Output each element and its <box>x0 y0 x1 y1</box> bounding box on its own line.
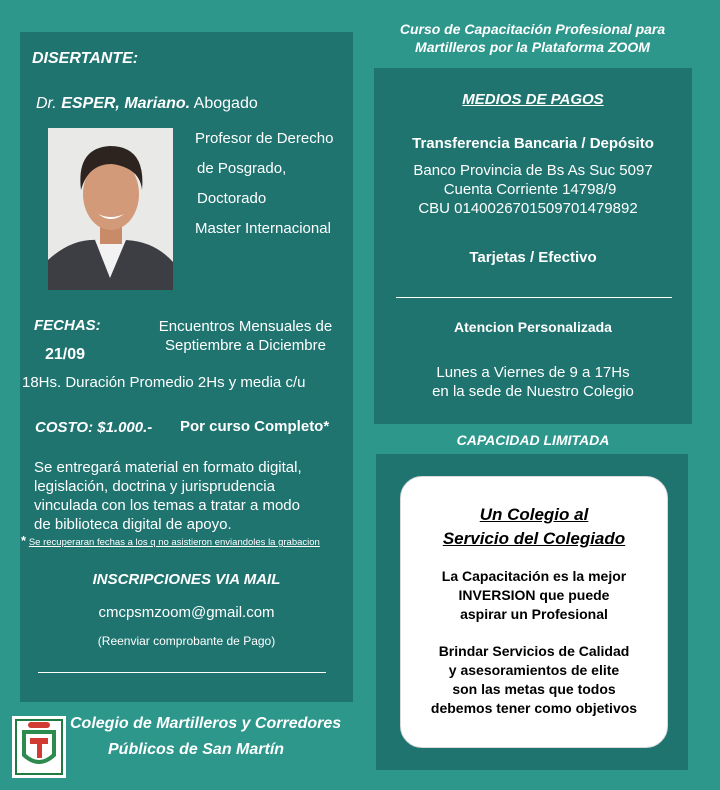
course-title-line: Martilleros por la Plataforma ZOOM <box>415 39 650 55</box>
encounters-line: Encuentros Mensuales de <box>158 318 333 335</box>
left-divider <box>38 672 326 673</box>
credential-line: Profesor de Derecho <box>195 130 334 147</box>
capacity-banner: CAPACIDAD LIMITADA <box>456 432 610 448</box>
bank-name: Banco Provincia de Bs As Suc 5097 <box>413 162 653 179</box>
attention-title: Atencion Personalizada <box>454 319 612 335</box>
office-hours-line: Lunes a Viernes de 9 a 17Hs <box>436 364 630 381</box>
encounters-text <box>148 317 343 355</box>
payments-divider <box>396 297 672 298</box>
footnote <box>21 533 320 548</box>
speaker-photo <box>48 128 173 290</box>
inscriptions-note: (Reenviar comprobante de Pago) <box>97 634 276 648</box>
course-title <box>370 20 695 56</box>
course-title-line: Curso de Capacitación Profesional para <box>399 21 666 37</box>
cost-detail: Por curso Completo* <box>180 418 330 435</box>
dates-label: FECHAS: <box>34 317 101 334</box>
materials-text <box>34 458 302 534</box>
motto-title-line: Un Colegio al <box>479 505 589 524</box>
footnote-text: Se recuperaran fechas a los q no asistieron enviandoles la grabacion <box>28 537 320 548</box>
speaker-credentials <box>195 124 333 244</box>
speaker-section-label: DISERTANTE: <box>32 50 139 67</box>
cards-cash: Tarjetas / Efectivo <box>469 249 597 266</box>
motto-card <box>400 476 668 748</box>
org-name-line: Públicos de San Martín <box>108 741 285 758</box>
transfer-title: Transferencia Bancaria / Depósito <box>412 135 654 152</box>
motto-title-line: Servicio del Colegiado <box>442 529 626 548</box>
credential-line: Master Internacional <box>195 220 331 237</box>
materials-line: Se entregará material en formato digital, <box>34 459 302 476</box>
motto-line: son las metas que todos <box>452 681 616 697</box>
org-name <box>70 711 341 763</box>
motto-line: debemos tener como objetivos <box>430 700 638 716</box>
materials-line: de biblioteca digital de apoyo. <box>34 516 232 533</box>
motto-card-title <box>401 503 667 551</box>
bank-details <box>374 161 692 218</box>
speaker-role: Abogado <box>193 95 258 112</box>
motto-paragraph-2 <box>401 642 667 718</box>
motto-line: La Capacitación es la mejor <box>441 568 627 584</box>
motto-line: Brindar Servicios de Calidad <box>438 643 630 659</box>
motto-line: aspirar un Profesional <box>460 606 608 622</box>
speaker-title-prefix: Dr. <box>36 95 57 112</box>
credential-line: de Posgrado, <box>197 160 287 177</box>
bank-cbu: CBU 0140026701509701479892 <box>418 200 638 217</box>
materials-line: legislación, doctrina y jurisprudencia <box>34 478 275 495</box>
office-hours-line: en la sede de Nuestro Colegio <box>432 383 634 400</box>
payments-title: MEDIOS DE PAGOS <box>462 91 604 108</box>
motto-line: INVERSION que puede <box>458 587 610 603</box>
duration-text: 18Hs. Duración Promedio 2Hs y media c/u <box>22 374 306 391</box>
org-name-line: Colegio de Martilleros y Corredores <box>70 715 342 732</box>
footnote-star: * <box>21 533 27 548</box>
encounters-line: Septiembre a Diciembre <box>165 337 326 354</box>
motto-line: y asesoramientos de elite <box>448 662 620 678</box>
start-date: 21/09 <box>45 346 86 363</box>
motto-paragraph-1 <box>401 567 667 624</box>
office-hours <box>374 363 692 401</box>
speaker-portrait-icon <box>48 128 173 290</box>
inscriptions-title: INSCRIPCIONES VIA MAIL <box>92 571 281 588</box>
college-crest-icon <box>12 716 66 778</box>
college-logo <box>12 716 66 778</box>
inscriptions-email[interactable]: cmcpsmzoom@gmail.com <box>98 604 275 621</box>
materials-line: vinculada con los temas a tratar a modo <box>34 497 300 514</box>
cost-label: COSTO: $1.000.- <box>35 419 153 436</box>
credential-line: Doctorado <box>197 190 267 207</box>
speaker-name-line <box>36 95 258 113</box>
speaker-name: ESPER, Mariano. <box>61 95 191 112</box>
bank-account: Cuenta Corriente 14798/9 <box>443 181 617 198</box>
